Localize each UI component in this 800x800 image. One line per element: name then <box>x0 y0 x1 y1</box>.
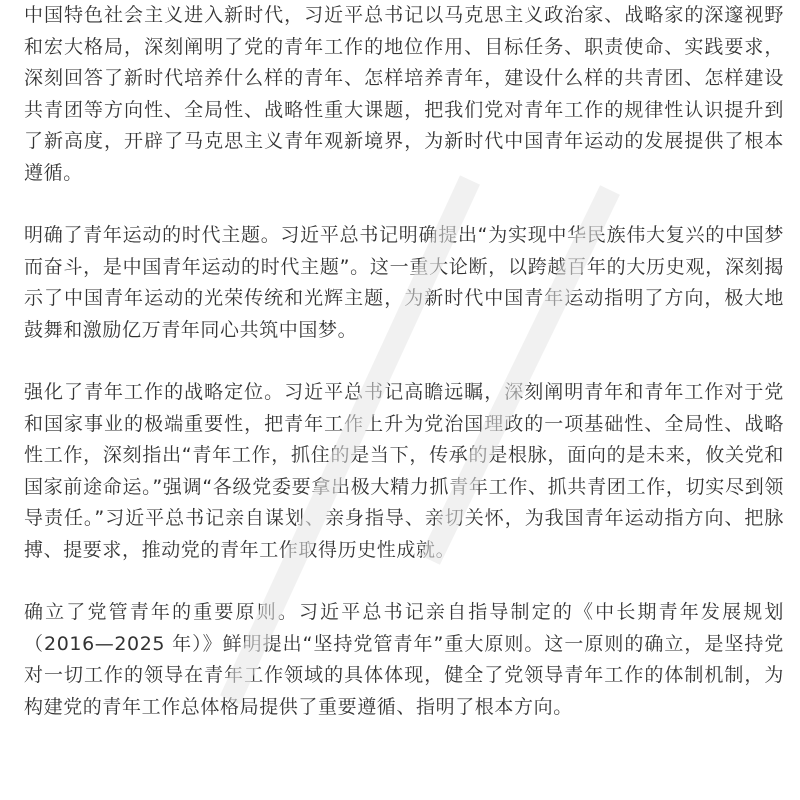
paragraph-era-theme: 明确了青年运动的时代主题。习近平总书记明确提出“为实现中华民族伟大复兴的中国梦而奋斗，是中国青年运动的时代主题”。这一重大论断，以跨越百年的大历史观，深刻揭示了中国青年运动的光荣传统和光辉主题，为新时代中国青年运动指明了方向，极大地鼓舞和激励亿万青年同心共筑中国梦。 <box>24 224 784 341</box>
paragraph-party-principle: 确立了党管青年的重要原则。习近平总书记亲自指导制定的《中长期青年发展规划（2016—2025 年）》鲜明提出“坚持党管青年”重大原则。这一原则的确立，是坚持党对一切工作的领导在青年工作领域的具体体现，健全了党领导青年工作的体制机制，为构建党的青年工作总体格局提供了重要遵循、指明了根本方向。 <box>24 601 784 718</box>
paragraph-strategic-position: 强化了青年工作的战略定位。习近平总书记高瞻远瞩，深刻阐明青年和青年工作对于党和国家事业的极端重要性，把青年工作上升为党治国理政的一项基础性、全局性、战略性工作，深刻指出“青年工作，抓住的是当下，传承的是根脉，面向的是未来，攸关党和国家前途命运。”强调“各级党委要拿出极大精力抓青年工作、抓共青团工作，切实尽到领导责任。”习近平总书记亲自谋划、亲身指导、亲切关怀，为我国青年运动指方向、把脉搏、提要求，推动党的青年工作取得历史性成就。 <box>24 381 784 561</box>
article-body <box>24 0 784 754</box>
paragraph-intro: 中国特色社会主义进入新时代，习近平总书记以马克思主义政治家、战略家的深邃视野和宏大格局，深刻阐明了党的青年工作的地位作用、目标任务、职责使命、实践要求，深刻回答了新时代培养什么样的青年、怎样培养青年，建设什么样的共青团、怎样建设共青团等方向性、全局性、战略性重大课题，把我们党对青年工作的规律性认识提升到了新高度，开辟了马克思主义青年观新境界，为新时代中国青年运动的发展提供了根本遵循。 <box>24 4 784 184</box>
